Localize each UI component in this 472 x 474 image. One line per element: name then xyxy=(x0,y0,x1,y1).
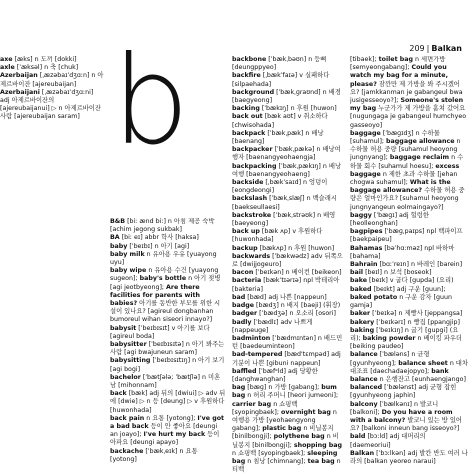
column-3 xyxy=(232,56,344,474)
dictionary-entry xyxy=(232,89,344,105)
entry-definition: [beɪl] n 보석 [boseok] xyxy=(363,269,432,277)
entry-definition: [bækʌp] n 후원 [huwon] xyxy=(257,244,335,252)
entry-headword: backstroke xyxy=(232,211,272,219)
entry-definition: [ˈbæləns] n 균형 [gyunhyeong]; xyxy=(350,351,430,367)
entry-headword: baby milk xyxy=(110,250,145,258)
entry-headword: baggy xyxy=(350,211,372,219)
column-4 xyxy=(350,56,468,466)
entry-headword: balcony xyxy=(350,400,378,408)
entry-definition: [ˈbɔːlkən] adj 발칸 반도 여러 나라의 [balkan yeoreo naraui] xyxy=(350,449,468,465)
entry-definition: [ˌbækˈfaɪə] v 실패하다 [silpaehada] xyxy=(232,72,330,88)
entry-definition: [bæk ʌp] v 후원하다 [huwonhada] xyxy=(232,228,323,244)
page-number: 209 xyxy=(409,44,425,53)
entry-headword: babysitter xyxy=(110,341,147,349)
entry-definition: [ˈbæɡˌpaɪps] npl 백파이프 [baekpaipeu] xyxy=(350,228,463,244)
entry-definition: [ˌæzəbaɪˈdʒɑːni] adj 아제르바이잔의 [ajereubaijanui] ▷ n 아제르바이잔 사람 [ajereubaijan saram] xyxy=(0,88,101,121)
entry-headword: Are there facilities for parents with babies? xyxy=(110,283,200,308)
header-separator: | xyxy=(426,44,430,53)
entry-headword: baby's bottle xyxy=(139,275,187,283)
entry-headword: badge xyxy=(232,302,255,310)
entry-definition: [ˈbækˌeɪk] n 요통 [yotong] xyxy=(110,447,198,463)
entry-definition: [ˈbeɪkən] n 베이컨 [beikeon] xyxy=(253,269,342,277)
dictionary-entry xyxy=(350,286,468,311)
entry-definition: 누군가가 제 가방을 훔쳐 갔어요 [nugungaga je gabangeul humchyeo gasseoyo] xyxy=(350,105,467,129)
dictionary-entry xyxy=(232,253,344,269)
entry-headword: Do you have a room with a balcony? xyxy=(350,408,453,424)
entry-headword: Balkan xyxy=(350,449,375,457)
entry-headword: excess baggage xyxy=(350,162,460,178)
entry-headword: bank balance xyxy=(350,367,449,383)
dictionary-entry xyxy=(232,130,344,146)
entry-definition: [ˈbækˌpækɪŋ] n 배낭여행 [baenangyeohaeng] xyxy=(232,162,342,178)
entry-definition: 발코니 있는 방 있어요? [balkoni inneun bang isseoyo?] xyxy=(350,416,462,433)
entry-headword: bagpipes xyxy=(350,228,383,236)
entry-definition: [ˈbælkənɪ] n 발코니 [balkoni]; xyxy=(350,400,439,416)
dictionary-entry xyxy=(232,277,344,293)
dictionary-entry xyxy=(232,384,344,474)
entry-headword: What is the baggage allowance? xyxy=(350,179,451,195)
entry-headword: backup xyxy=(232,244,258,252)
entry-headword: axle xyxy=(0,64,15,72)
entry-headword: babysit xyxy=(110,324,137,332)
entry-definition: n 비닐봉지 [binilbongji]; xyxy=(232,425,334,441)
dictionary-entry xyxy=(110,218,226,234)
entry-definition: 아기를 동반한 부모를 위한 시설이 있나요? [agireul dongbanhan bumoreul wihan siseori innayo?] xyxy=(110,300,221,324)
entry-headword: carrier bag xyxy=(232,400,272,408)
entry-definition: n 은행잔고 [eunhaengjango] xyxy=(377,375,466,383)
entry-definition: [ˈbeɪbɪsɪt] v 아기를 보다 [agireul boda] xyxy=(110,324,210,340)
entry-definition: n 쇼핑백 [syopingbaek]; xyxy=(232,400,298,416)
entry-headword: back pain xyxy=(110,414,145,422)
dictionary-entry xyxy=(350,228,468,244)
entry-headword: Azerbaijan xyxy=(0,72,38,80)
entry-headword: bakery xyxy=(350,318,375,326)
dictionary-entry xyxy=(232,310,344,318)
entry-definition: n 수하물 허용 중량 [suhamul heoyong jungnyang]; xyxy=(350,138,461,162)
dictionary-entry xyxy=(350,450,468,466)
entry-definition: [ˈæksəl] n 축 [chuk] xyxy=(14,64,79,72)
dictionary-entry xyxy=(232,146,344,162)
entry-definition: [ˈbætʃələ; ˈbætʃlə] n 미혼남 [mihonnam] xyxy=(110,373,221,390)
entry-headword: I've hurt my back xyxy=(143,431,206,439)
entry-definition: [tibaek]; xyxy=(350,56,379,63)
entry-headword: toilet bag xyxy=(378,56,414,63)
entry-definition: [ˈbeɪkə] n 제빵사 [jeppangsa] xyxy=(370,310,463,318)
entry-definition: n 여행용 가방 [yeohaengyong gabang]; xyxy=(232,408,337,433)
dictionary-entry xyxy=(110,234,226,242)
page-header xyxy=(409,44,462,54)
entry-headword: backpacker xyxy=(232,146,273,154)
entry-headword: back out xyxy=(232,113,263,121)
entry-headword: polythene bag xyxy=(273,433,325,441)
entry-headword: bad-tempered xyxy=(232,351,283,359)
entry-headword: balance xyxy=(350,351,378,359)
dictionary-entry xyxy=(350,319,468,327)
entry-headword: backache xyxy=(110,447,144,455)
entry-definition: [bæk aʊt] v 취소하다 [chwisohada] xyxy=(232,113,328,129)
entry-headword: baked xyxy=(350,285,372,293)
entry-definition: n 침낭 [chimnang]; xyxy=(245,457,308,465)
dictionary-entry xyxy=(110,448,226,464)
entry-definition: n 세면가방 [semyeongabang]; xyxy=(350,56,446,72)
entry-definition: [bɔːld] adj 대머리의 [daemeoriui] xyxy=(350,433,426,449)
entry-headword: baffled xyxy=(232,367,257,375)
entry-definition: [bækˈtɪərɪə] npl 박테리아 [bakteria] xyxy=(232,277,340,293)
entry-headword: backpacking xyxy=(232,162,277,170)
entry-definition: 잠깐만 제 가방을 봐 주시겠어요? [jamkkanman je gabangeul bwa jusigesseoyo?]; xyxy=(350,80,463,105)
entry-headword: balance sheet xyxy=(398,359,448,367)
dictionary-entry xyxy=(0,89,104,122)
entry-definition: [ˈbeɪkərɪ] n 빵집 [ppangjip] xyxy=(374,318,460,326)
entry-definition: [ˌæzəbaɪˈdʒɑːn] n 아제르바이잔 [ajereubaijan] xyxy=(0,72,104,88)
entry-definition: [ˈbæɡɪ] adj 헐렁한 [heolleonghan] xyxy=(350,211,429,228)
entry-definition: [ˈbædmɪntən] n 배드민턴 [baedeuminteon] xyxy=(232,334,343,351)
entry-definition: n 수하물 회수 [suhamul hoesu]; xyxy=(350,154,464,170)
entry-definition: [ˈbækˌslæʃ] n 백슬래시 [baekseullaesi] xyxy=(232,195,337,211)
dictionary-entry xyxy=(110,243,226,251)
entry-definition: n 유아용 수건 [yuayong sugeon]; xyxy=(110,267,219,283)
dictionary-entry xyxy=(0,72,104,88)
entry-definition: n 구운 감자 [guun gamja] xyxy=(350,293,452,310)
entry-definition: [ˈbæfᵊld] adj 당황한 [danghwanghan] xyxy=(232,367,318,383)
entry-headword: axe xyxy=(0,56,13,63)
section-title: Balkan xyxy=(431,44,462,53)
entry-headword: backside xyxy=(232,179,264,187)
entry-definition: [beɪkt] adj 구운 [guun]; xyxy=(371,285,446,293)
entry-headword: bald xyxy=(350,433,366,441)
dictionary-entry xyxy=(232,228,344,244)
dictionary-entry xyxy=(110,251,226,267)
entry-headword: baked potato xyxy=(350,293,398,301)
entry-definition: n 아기 젖병 [agi jeotbyeong]; xyxy=(110,275,221,291)
dictionary-entry xyxy=(232,212,344,228)
entry-definition: n 쇼핑백 [syopingbaek]; xyxy=(232,449,308,457)
entry-headword: I've got a bad back xyxy=(110,414,225,431)
entry-definition: [bæɡ] n 가방 [gabang]; xyxy=(245,384,322,392)
entry-headword: baker xyxy=(350,310,371,318)
dictionary-entry xyxy=(232,368,344,384)
entry-headword: bachelor xyxy=(110,373,141,381)
entry-definition: [ˈbeɪbɪ] n 아기 [agi] xyxy=(127,242,190,250)
entry-headword: back xyxy=(110,390,127,398)
entry-headword: bum bag xyxy=(232,384,337,400)
entry-headword: bake xyxy=(350,277,368,285)
section-letter: b xyxy=(112,30,190,172)
entry-definition: [bæd'tɛmpəd] adj 기분이 나쁜 [gibuni nappeun] xyxy=(232,351,341,367)
dictionary-entry xyxy=(110,374,226,390)
entry-definition: [ˈbækˌɡraʊnd] n 배경 [baegyeong] xyxy=(232,88,341,105)
entry-headword: backpack xyxy=(232,129,266,137)
entry-headword: baggage xyxy=(350,129,381,137)
entry-definition: [ˈbæɡɪdʒ] n 수하물 [suhamul]; xyxy=(350,129,440,146)
entry-headword: Could you watch my bag for a minute, please? xyxy=(350,64,448,88)
dictionary-entry xyxy=(232,294,344,302)
dictionary-entry xyxy=(350,277,468,285)
dictionary-entry xyxy=(232,163,344,179)
entry-definition: 등이 안 좋아요 [deungi an joayo]; xyxy=(110,423,218,439)
entry-definition: [bæd] adj 나쁜 [nappeun] xyxy=(245,293,327,301)
entry-headword: backwards xyxy=(232,252,271,260)
entry-headword: bail xyxy=(350,269,364,277)
entry-definition: 수하물 허용 중량은 얼마인가요? [suhamul heoyong jungnyangeun eolmaingayo?] xyxy=(350,187,465,211)
dictionary-entry xyxy=(110,390,226,415)
entry-definition: [æks] n 도끼 [dokki] xyxy=(12,56,77,63)
entry-headword: Bahamas xyxy=(350,244,383,252)
entry-definition: [ˈbækˌpækə] n 배낭여행자 [baenangyeohaengja] xyxy=(232,146,341,162)
entry-headword: baggage reclaim xyxy=(389,154,450,162)
dictionary-entry xyxy=(110,415,226,448)
dictionary-entry xyxy=(110,341,226,357)
dictionary-entry xyxy=(232,179,344,195)
entry-headword: backfire xyxy=(232,72,261,80)
entry-headword: back up xyxy=(232,228,260,236)
dictionary-entry xyxy=(350,130,468,212)
dictionary-entry xyxy=(232,56,344,72)
entry-definition: n 허리 주머니 [heori jumeoni]; xyxy=(245,392,339,400)
entry-headword: B&B xyxy=(110,218,126,225)
entry-headword: badminton xyxy=(232,334,271,342)
entry-headword: badger xyxy=(232,310,258,318)
dictionary-entry xyxy=(350,401,468,434)
entry-headword: baby wipe xyxy=(110,267,147,275)
entry-headword: Bahrain xyxy=(350,261,378,269)
entry-headword: bad xyxy=(232,293,246,301)
entry-headword: tea bag xyxy=(307,457,335,465)
column-1 xyxy=(0,56,104,122)
entry-headword: background xyxy=(232,88,275,96)
dictionary-entry xyxy=(232,335,344,351)
entry-headword: backing xyxy=(232,105,260,113)
dictionary-entry xyxy=(232,245,344,253)
entry-definition: [ˈbækˌstrəʊk] n 배영 [baeyeong] xyxy=(232,211,336,228)
entry-definition: [ˈbeɪkɪŋ] n 굽기 [gupgi] (요리); xyxy=(350,326,459,342)
entry-headword: plastic bag xyxy=(262,425,302,433)
entry-headword: baby xyxy=(110,242,128,250)
dictionary-entry xyxy=(110,357,226,373)
entry-headword: BA xyxy=(110,234,120,242)
entry-definition: [ˈbeɪbɪsɪtɪŋ] n 아기 보기 [agi bogi] xyxy=(110,357,225,373)
entry-headword: Azerbaijani xyxy=(0,88,40,96)
dictionary-entry xyxy=(350,384,468,400)
entry-headword: shopping bag xyxy=(293,441,343,449)
entry-headword: overnight bag xyxy=(281,408,331,416)
dictionary-entry xyxy=(350,310,468,318)
entry-definition: n 요통 [yotong]; xyxy=(144,414,198,422)
entry-definition: n 베이킹 파우더 [beiking paudeo] xyxy=(350,334,462,351)
entry-definition: [bɑːˈreɪn] n 바레인 [barein] xyxy=(377,261,463,269)
dictionary-entry xyxy=(350,56,468,130)
entry-definition: n 유아용 우유 [yuayong uyu] xyxy=(110,250,217,267)
entry-headword: badly xyxy=(232,318,252,326)
entry-definition: [bæk] adj 뒤의 [dwiui] ▷ adv 뒤에 [dwie] ▷ n 등 [deung] ▷ v 후원하다 [huwonhada] xyxy=(110,390,226,414)
entry-headword: bacteria xyxy=(232,277,262,285)
dictionary-entry xyxy=(350,327,468,352)
entry-definition: [ˈbækˌpæk] n 배낭 [baenang] xyxy=(232,129,324,146)
dictionary-entry xyxy=(350,212,468,228)
entry-definition: 등이 아파요 [deungi apayo] xyxy=(110,431,220,447)
dictionary-entry xyxy=(232,319,344,335)
entry-definition: [bəˈhɑːməz] npl 바하마 [bahama] xyxy=(350,244,455,260)
dictionary-entry xyxy=(110,267,226,324)
entry-headword: sleeping bag xyxy=(232,449,338,465)
entry-definition: [biː ænd biː] n 아침 제공 숙박 [achim jegong sukbak] xyxy=(110,218,215,234)
entry-definition: [ˈbækˌbəʊn] n 등뼈 [deungppyeo] xyxy=(232,56,327,72)
entry-definition: n 비닐봉지 [binilbongji]; xyxy=(232,433,339,449)
entry-headword: babysitting xyxy=(110,357,151,365)
entry-headword: backslash xyxy=(232,195,268,203)
entry-definition: [ˈbeɪbɪsɪtə] n 아기 봐주는 사람 [agi bwajuneun saram] xyxy=(110,341,225,357)
entry-definition: [ˈbædlɪ] adv 나쁘게 [nappeuge] xyxy=(232,318,313,334)
entry-headword: bag xyxy=(232,384,246,392)
entry-headword: baggage allowance xyxy=(386,138,455,146)
entry-definition: [ˈbædʒə] n 오소리 [osori] xyxy=(257,310,336,318)
dictionary-entry xyxy=(232,72,344,88)
entry-headword: balanced xyxy=(350,384,383,392)
entry-definition: n 티백 xyxy=(232,457,341,474)
entry-definition: [ˌbækˈsaɪd] n 엉덩이 [eongdeongi] xyxy=(232,179,328,195)
entry-definition: n 제한 초과 수하물 [jehan chogwa suhamul]; xyxy=(350,170,458,187)
entry-headword: backbone xyxy=(232,56,267,63)
column-2 xyxy=(110,218,226,464)
dictionary-entry xyxy=(350,351,468,384)
dictionary-entry xyxy=(232,195,344,211)
entry-headword: baking xyxy=(350,326,375,334)
entry-definition: [ˈbækɪŋ] n 후원 [huwon] xyxy=(259,105,337,113)
entry-definition: [biː eɪ] abbr 학사 [haksa] xyxy=(119,234,199,242)
entry-definition: [ˈbælənst] adj 균형 잡힌 [gyunhyeong japhin] xyxy=(350,384,457,400)
entry-headword: Someone's stolen my bag xyxy=(350,97,464,113)
entry-headword: bacon xyxy=(232,269,254,277)
entry-definition: n 대차대조표 [daechadaejopyo]; xyxy=(350,359,468,375)
entry-definition: [ˈbækwədz] adv 뒤쪽으로 [dwijjogeuro] xyxy=(232,252,343,269)
dictionary-entry xyxy=(232,351,344,367)
dictionary-entry xyxy=(350,433,468,449)
entry-definition: [bædʒ] n 배지 [baeji] (휘장) xyxy=(254,302,341,310)
dictionary-entry xyxy=(0,56,104,64)
dictionary-entry xyxy=(350,245,468,261)
dictionary-entry xyxy=(232,113,344,129)
entry-headword: baking powder xyxy=(362,334,416,342)
dictionary-entry xyxy=(110,325,226,341)
entry-definition: [beɪk] v 굽다 [gupda] (요리) xyxy=(367,277,454,285)
